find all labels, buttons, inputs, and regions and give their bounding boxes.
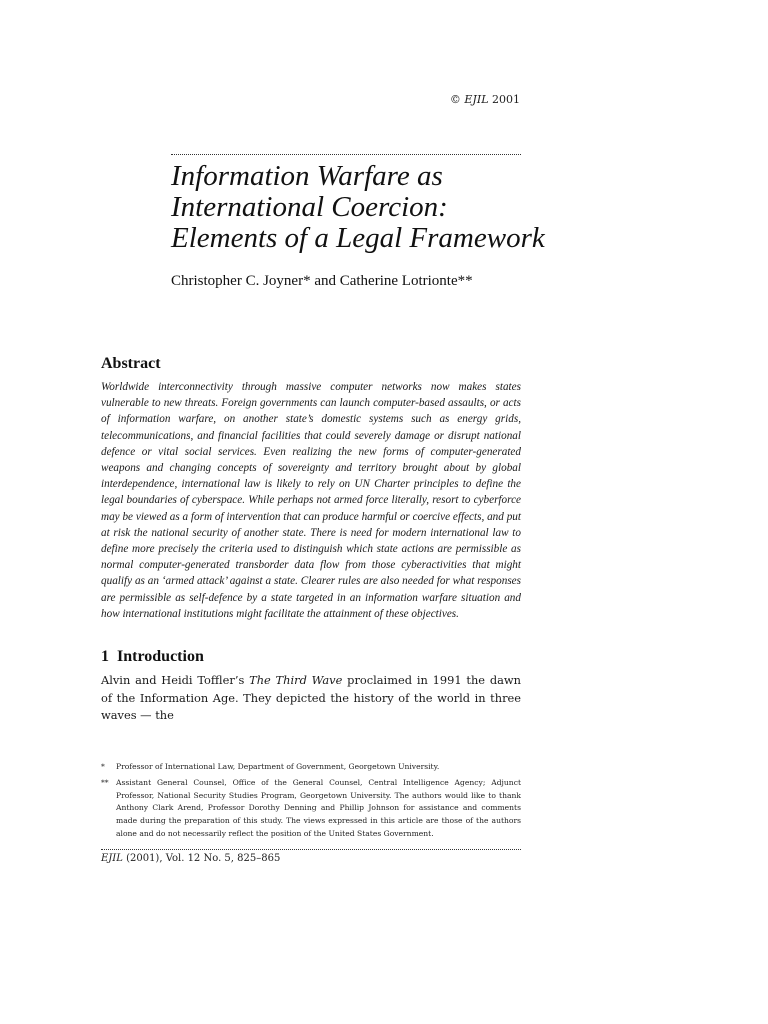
journal-details: (2001), Vol. 12 No. 5, 825–865 — [122, 853, 281, 864]
footnote-mark: ** — [101, 777, 109, 787]
footnotes — [101, 761, 521, 841]
copyright-year: 2001 — [492, 93, 520, 106]
book-title: The Third Wave — [249, 673, 343, 687]
journal-name: EJIL — [101, 853, 123, 864]
copyright-symbol: © — [449, 93, 461, 106]
footer-divider — [101, 849, 521, 850]
intro-text-before: Alvin and Heidi Toffler’s — [101, 673, 250, 687]
title-line: International Coercion: — [171, 191, 448, 223]
title-line: Information Warfare as — [171, 160, 443, 192]
section-title: Introduction — [117, 648, 204, 665]
intro-text-after: proclaimed in 1991 the dawn of the Information Age. They depicted the history of the world in three waves — the — [101, 673, 521, 722]
title-line: Elements of a Legal Framework — [171, 222, 545, 254]
abstract-heading: Abstract — [101, 355, 161, 372]
journal-citation — [101, 853, 280, 864]
article-title — [171, 161, 591, 254]
footnote-text: Professor of International Law, Department of Government, Georgetown University. — [116, 762, 440, 771]
copyright-notice — [450, 93, 520, 106]
journal-abbrev: EJIL — [464, 93, 489, 106]
introduction-heading — [101, 648, 204, 666]
footnote — [101, 777, 521, 841]
footnote — [101, 761, 521, 774]
abstract-text: Worldwide interconnectivity through massive computer networks now makes states vulnerable to new threats. Foreign governments can launch computer-based assaults, or acts of information warfare, on another state’s domestic systems such as energy grids, telecommunications, and financial facilities that could severely damage or disrupt national defence or vital social services. Even realizing the new forms of computer-generated weapons and changing concepts of sovereignty and territory brought about by global interdependence, international law is likely to rely on UN Charter principles to define the legal boundaries of cyberspace. While perhaps not armed force literally, resort to cyberforce may be viewed as a form of intervention that can produce harmful or coercive effects, and put at risk the national security of another state. There is need for modern international law to define more precisely the criteria used to distinguish which state actions are permissible as normal computer-generated transborder data flow from those cyberactivities that might qualify as an ‘armed attack’ against a state. Clearer rules are also needed for what responses are permissible as self-defence by a state targeted in an information warfare situation and how international institutions might facilitate the attainment of these objectives. — [101, 381, 521, 620]
footnote-text: Assistant General Counsel, Office of the General Counsel, Central Intelligence Agency; Adjunct Professor, National Security Studies Program, Georgetown University. The authors would like to thank Anthony Clark Arend, Professor Dorothy Denning and Phillip Johnson for assistance and comments made during the preparation of this study. The views expressed in this article are those of the authors alone and do not necessarily reflect the position of the United States Government. — [116, 777, 521, 838]
author-line: Christopher C. Joyner* and Catherine Lotrionte** — [171, 273, 473, 289]
title-divider — [171, 154, 521, 155]
introduction-text — [101, 672, 521, 725]
section-number: 1 — [101, 648, 109, 665]
footnote-mark: * — [101, 762, 105, 771]
